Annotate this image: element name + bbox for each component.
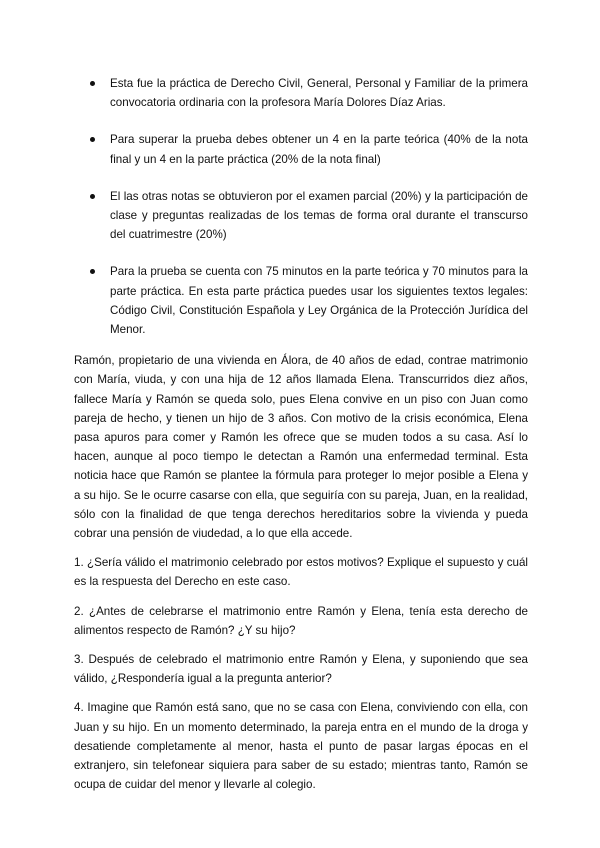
bullet-icon (90, 269, 95, 274)
instruction-text: Esta fue la práctica de Derecho Civil, General, Personal y Familiar de la primera convocatoria ordinaria con la profesora María Dolores Díaz Arias. (110, 77, 528, 110)
bullet-icon (90, 137, 95, 142)
instruction-text: Para superar la prueba debes obtener un 4 en la parte teórica (40% de la nota final y un 4 en la parte práctica (20% de la nota final) (110, 133, 528, 166)
case-section (74, 351, 528, 794)
instruction-item (88, 74, 528, 112)
instruction-item (88, 187, 528, 245)
instructions-list (88, 74, 528, 339)
question-3: 3. Después de celebrado el matrimonio entre Ramón y Elena, y suponiendo que sea válido, ¿Respondería igual a la pregunta anterior? (74, 653, 528, 686)
question-4: 4. Imagine que Ramón está sano, que no se casa con Elena, conviviendo con ella, con Juan y su hijo. En un momento determinado, la pareja entra en el mundo de la droga y desatiende completamente al menor, hasta el punto de pasar largas épocas en el extranjero, sin telefonear siquiera para saber de su estado; mientras tanto, Ramón se ocupa de cuidar del menor y llevarle al colegio. (74, 701, 528, 792)
question-2: 2. ¿Antes de celebrarse el matrimonio entre Ramón y Elena, tenía esta derecho de alimentos respecto de Ramón? ¿Y su hijo? (74, 604, 528, 637)
case-paragraph: Ramón, propietario de una vivienda en Álora, de 40 años de edad, contrae matrimonio con María, viuda, y con una hija de 12 años llamada Elena. Transcurridos diez años, fallece María y Ramón se queda solo, pues Elena convive en un piso con Juan como pareja de hecho, y tienen un hijo de 3 años. Con motivo de la crisis económica, Elena pasa apuros para comer y Ramón les ofrece que se muden todos a su casa. Así lo hacen, aunque al poco tiempo le detectan a Ramón una enfermedad terminal. Esta noticia hace que Ramón se plantee la fórmula para proteger lo mejor posible a Elena y a su hijo. Se le ocurre casarse con ella, que seguiría con su pareja, Juan, en la realidad, sólo con la finalidad de que tenga derechos hereditarios sobre la vivienda y pueda cobrar una pensión de viudedad, a lo que ella accede. (74, 354, 528, 541)
question-1: 1. ¿Sería válido el matrimonio celebrado por estos motivos? Explique el supuesto y cuál es la respuesta del Derecho en este caso. (74, 556, 528, 589)
instruction-item (88, 262, 528, 339)
bullet-icon (90, 194, 95, 199)
instruction-item (88, 130, 528, 168)
instruction-text: El las otras notas se obtuvieron por el examen parcial (20%) y la participación de clase y preguntas realizadas de los temas de forma oral durante el transcurso del cuatrimestre (20%) (110, 189, 528, 242)
bullet-icon (90, 81, 95, 86)
instruction-text: Para la prueba se cuenta con 75 minutos en la parte teórica y 70 minutos para la parte práctica. En esta parte práctica puedes usar los siguientes textos legales: Código Civil, Constitución Española y Ley Orgánica de la Protección Jurídica del Menor. (110, 265, 528, 337)
